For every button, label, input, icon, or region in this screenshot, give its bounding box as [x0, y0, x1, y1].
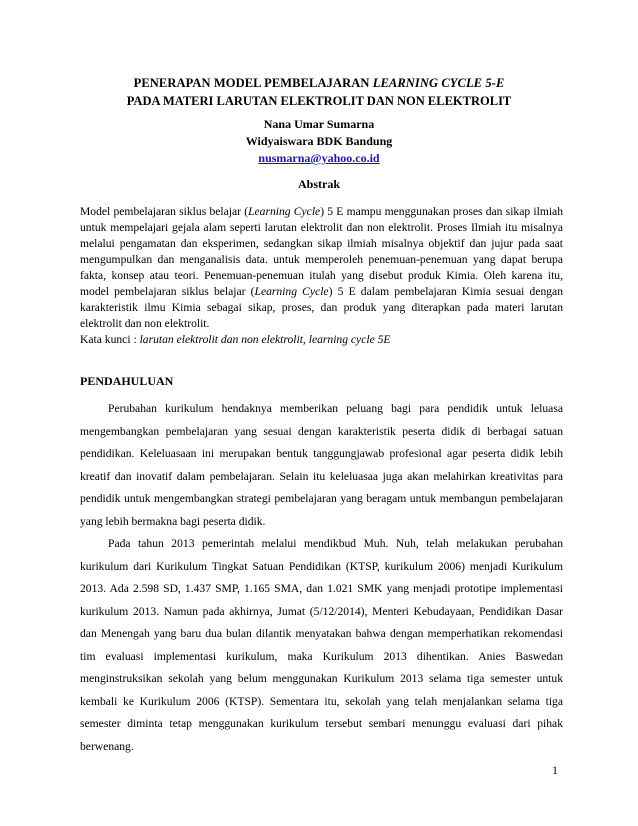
abstract-body: [80, 204, 563, 332]
abstract-italic-1: Learning Cycle: [248, 205, 321, 218]
abstract-text-2: ) 5 E mampu menggunakan proses dan sikap ilmiah untuk mempelajari gejala alam seperti larutan elektrolit dan non elektrolit. Proses Ilmiah itu misalnya melalui pengamatan dan eksperimen, sedangkan sikap ilmiah misalnya objektif dan jujur pada saat mengumpulkan dan menganalisis data. untuk memperoleh penemuan-penemuan yang dapat berupa fakta, konsep atau teori. Penemuan-penemuan itulah yang disebut produk Kimia. Oleh karena itu, model pembelajaran siklus belajar (: [80, 205, 563, 298]
author-affiliation: Widyaiswara BDK Bandung: [245, 134, 393, 148]
body-paragraph-1: Perubahan kurikulum hendaknya memberikan peluang bagi para pendidik untuk leluasa mengembangkan pembelajaran yang sesuai dengan karakteristik peserta didik di berbagai satuan pendidikan. Keleluasaan ini merupakan bentuk tanggungjawab profesional agar peserta didik lebih kreatif dan inovatif dalam pembelajaran. Selain itu keleluasaa juga akan melahirkan kreativitas para pendidik untuk mengembangkan strategi pembelajaran yang beragam untuk membangun pembelajaran yang lebih bermakna bagi peserta didik.: [80, 402, 563, 528]
paper-title-line-2: PADA MATERI LARUTAN ELEKTROLIT DAN NON ELEKTROLIT: [126, 94, 512, 108]
section-body: [80, 398, 563, 758]
abstract-heading: Abstrak: [297, 177, 340, 191]
email-link[interactable]: nusmarna@yahoo.co.id: [258, 151, 380, 165]
keywords: [80, 332, 563, 348]
title-text: PENERAPAN MODEL PEMBELAJARAN: [133, 76, 373, 90]
section-heading: PENDAHULUAN: [80, 374, 174, 388]
abstract-text-1: Model pembelajaran siklus belajar (: [80, 205, 249, 218]
paper-title-line-1: [0, 76, 638, 91]
abstract-italic-2: Learning Cycle: [254, 285, 329, 298]
title-italic-text: LEARNING CYCLE 5-E: [372, 76, 505, 90]
abstract-text-3: ) 5 E dalam pembelajaran Kimia sesuai dengan karakteristik ilmu Kimia sebagai sikap, proses, dan produk yang diterapkan pada materi larutan elektrolit dan non elektrolit.: [80, 285, 563, 330]
author-email: [0, 151, 638, 166]
author-name: Nana Umar Sumarna: [263, 117, 375, 131]
page-number: 1: [552, 763, 558, 777]
body-paragraph-2: Pada tahun 2013 pemerintah melalui mendikbud Muh. Nuh, telah melakukan perubahan kurikulum dari Kurikulum Tingkat Satuan Pendidikan (KTSP, kurikulum 2006) menjadi Kurikulum 2013. Ada 2.598 SD, 1.437 SMP, 1.165 SMA, dan 1.021 SMK yang menjadi prototipe implementasi kurikulum 2013. Namun pada akhirnya, Jumat (5/12/2014), Menteri Kebudayaan, Pendidikan Dasar dan Menengah yang baru dua bulan dilantik menyatakan bahwa dengan memperhatikan rekomendasi tim evaluasi implementasi kurikulum, maka Kurikulum 2013 dihentikan. Anies Baswedan menginstruksikan sekolah yang belum menggunakan Kurikulum 2013 selama tiga semester untuk kembali ke Kurikulum 2006 (KTSP). Sementara itu, sekolah yang telah menjalankan selama tiga semester diminta tetap menggunakan kurikulum tersebut sembari menunggu evaluasi dari pihak berwenang.: [80, 537, 563, 753]
keywords-label: Kata kunci :: [80, 333, 140, 346]
keywords-value: larutan elektrolit dan non elektrolit, learning cycle 5E: [139, 333, 391, 346]
